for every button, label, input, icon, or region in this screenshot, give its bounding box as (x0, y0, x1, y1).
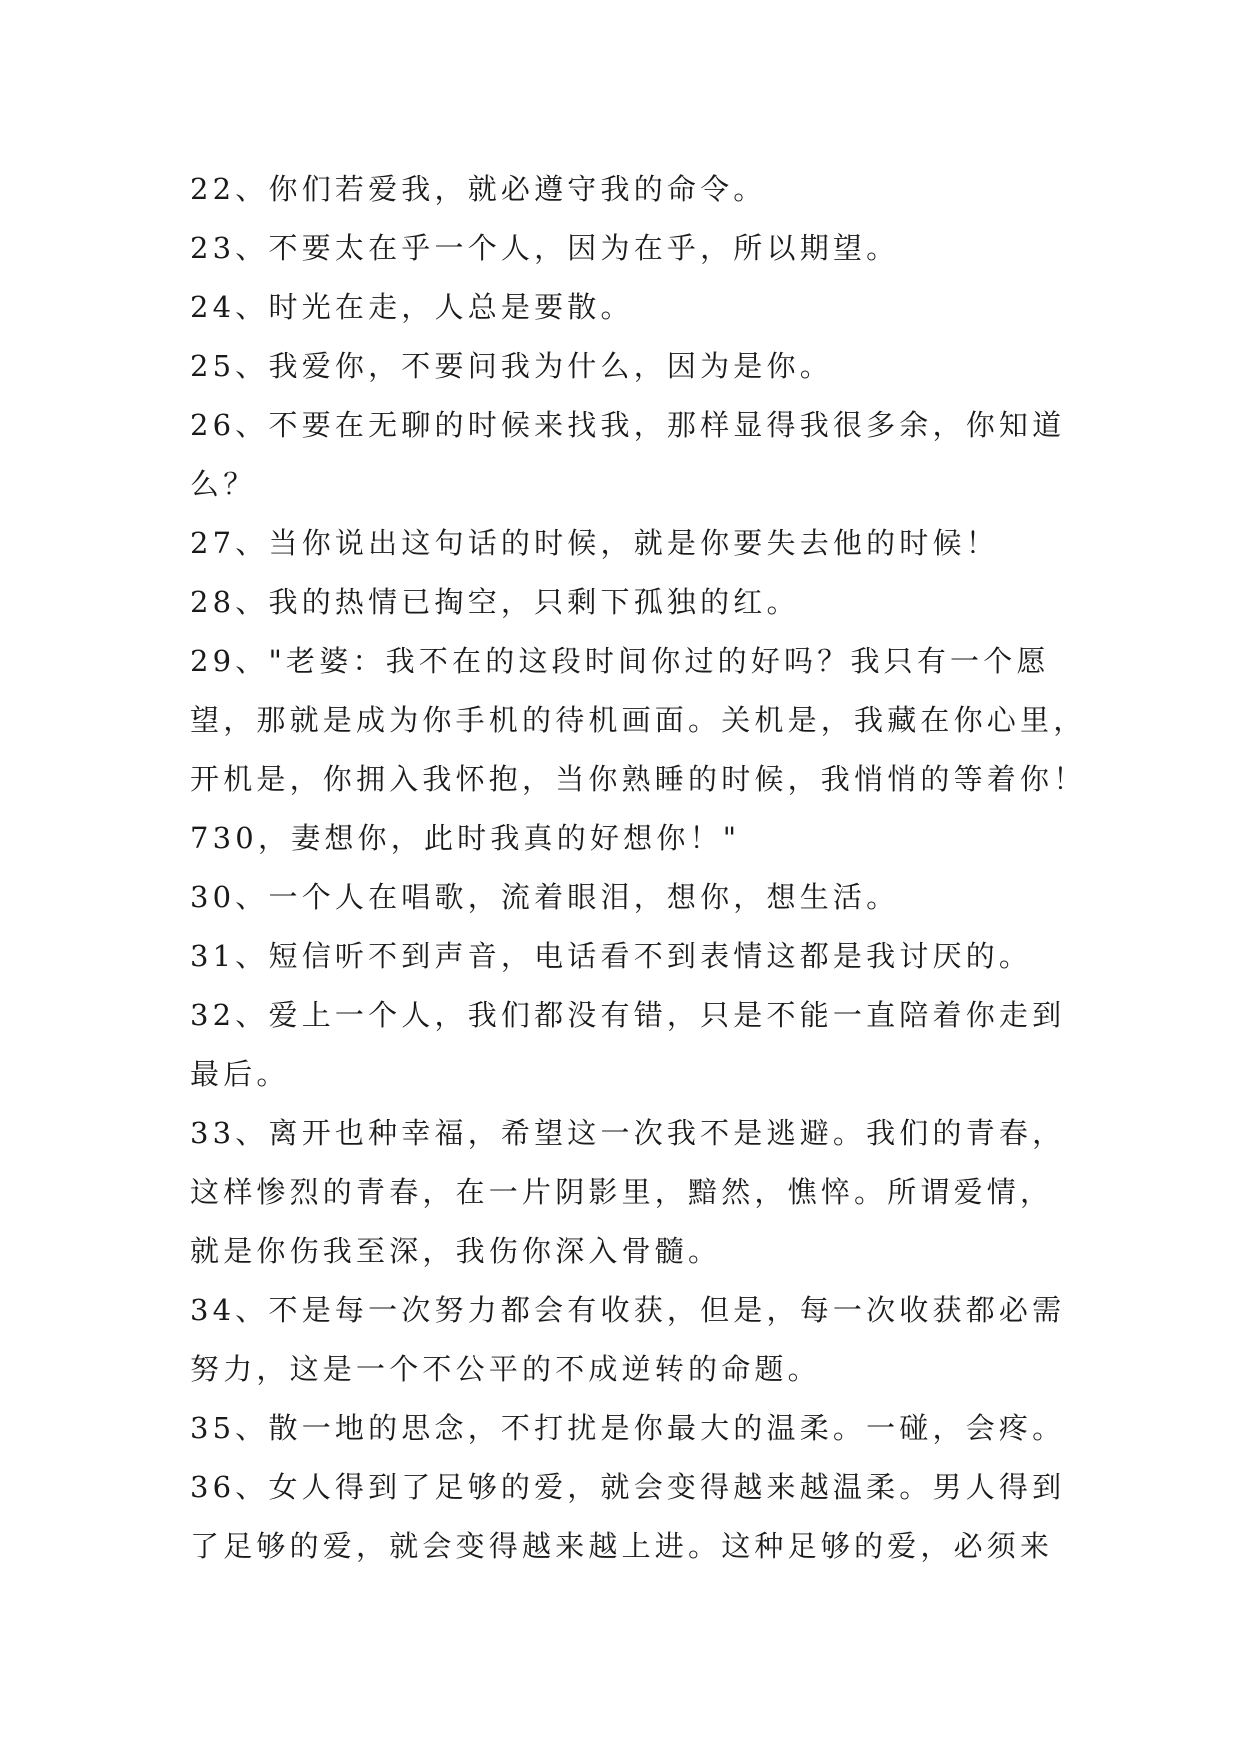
text-line: 29、"老婆：我不在的这段时间你过的好吗？我只有一个愿 (190, 644, 1050, 678)
text-line: 26、不要在无聊的时候来找我，那样显得我很多余，你知道 (190, 408, 1066, 442)
document-body (190, 160, 1087, 1576)
text-line: 22、你们若爱我，就必遵守我的命令。 (190, 172, 767, 206)
text-line: 31、短信听不到声音，电话看不到表情这都是我讨厌的。 (190, 939, 1033, 973)
text-line: 32、爱上一个人，我们都没有错，只是不能一直陪着你走到 (190, 998, 1066, 1032)
text-line: 23、不要太在乎一个人，因为在乎，所以期望。 (190, 231, 900, 265)
text-line: 努力，这是一个不公平的不成逆转的命题。 (190, 1352, 821, 1386)
text-line: 25、我爱你，不要问我为什么，因为是你。 (190, 349, 833, 383)
text-line: 么？ (190, 467, 257, 501)
text-line: 24、时光在走，人总是要散。 (190, 290, 634, 324)
text-line: 36、女人得到了足够的爱，就会变得越来越温柔。男人得到 (190, 1470, 1066, 1504)
text-line: 730，妻想你，此时我真的好想你！" (190, 821, 741, 855)
text-line: 33、离开也种幸福，希望这一次我不是逃避。我们的青春， (190, 1116, 1066, 1150)
text-line: 34、不是每一次努力都会有收获，但是，每一次收获都必需 (190, 1293, 1066, 1327)
text-line: 这样惨烈的青春，在一片阴影里，黯然，憔悴。所谓爱情， (190, 1175, 1054, 1209)
text-line: 最后。 (190, 1057, 290, 1091)
text-line: 28、我的热情已掏空，只剩下孤独的红。 (190, 585, 800, 619)
text-line: 35、散一地的思念，不打扰是你最大的温柔。一碰，会疼。 (190, 1411, 1066, 1445)
text-line: 了足够的爱，就会变得越来越上进。这种足够的爱，必须来 (190, 1529, 1054, 1563)
text-line: 27、当你说出这句话的时候，就是你要失去他的时候！ (190, 526, 999, 560)
text-line: 就是你伤我至深，我伤你深入骨髓。 (190, 1234, 722, 1268)
text-line: 开机是，你拥入我怀抱，当你熟睡的时候，我悄悄的等着你！ (190, 762, 1087, 796)
text-line: 望，那就是成为你手机的待机画面。关机是，我藏在你心里， (190, 703, 1087, 737)
text-line: 30、一个人在唱歌，流着眼泪，想你，想生活。 (190, 880, 900, 914)
